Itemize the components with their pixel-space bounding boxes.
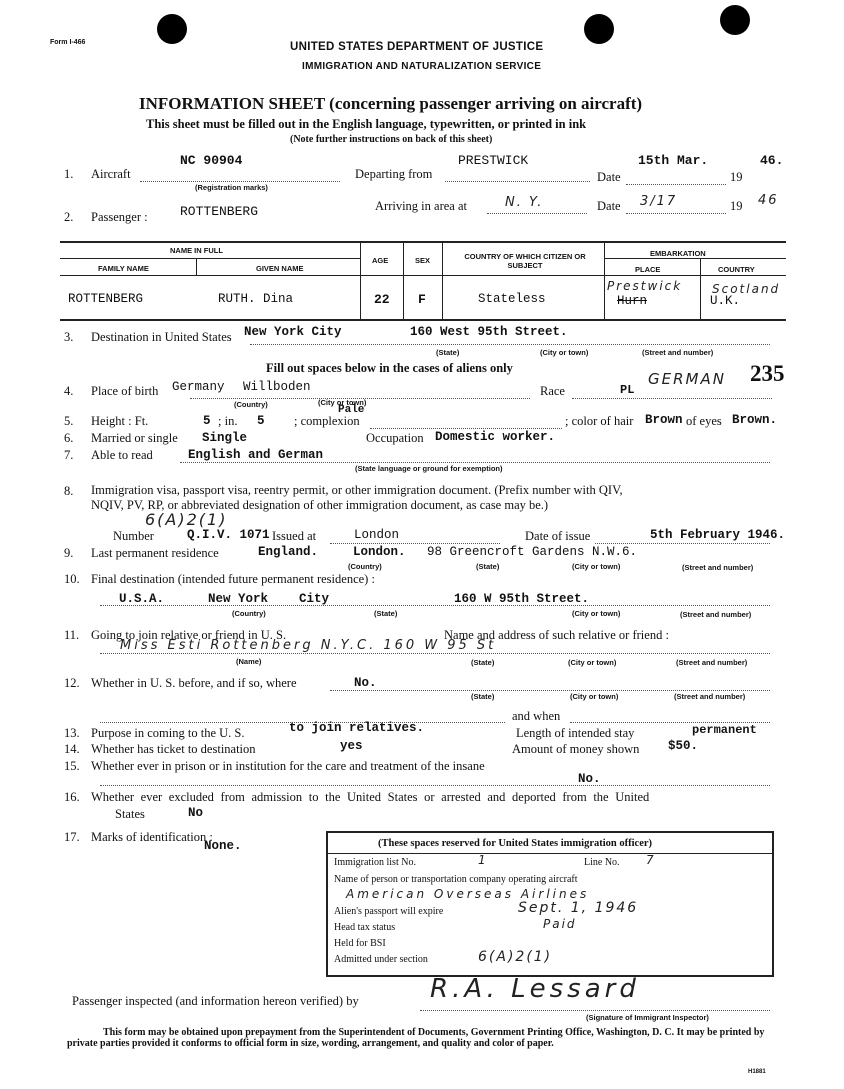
passenger-value: ROTTENBERG	[180, 204, 259, 219]
arriving-label: Arriving in area at	[375, 199, 467, 213]
dest-sub-street: (Street and number)	[642, 348, 714, 357]
when-label: and when	[512, 709, 561, 723]
height-label: Height : Ft.	[91, 414, 149, 428]
visa-number-label: Number	[113, 529, 154, 543]
num-9: 9.	[64, 546, 74, 560]
complexion-label: ; complexion	[294, 414, 360, 428]
occupation-value: Domestic worker.	[435, 430, 556, 444]
read-value: English and German	[188, 448, 324, 462]
race-hand: GERMAN	[648, 370, 726, 388]
join-hand: Miss Esti Rottenberg N.Y.C. 160 W 95 St	[120, 638, 497, 653]
join-sub-name: (Name)	[236, 657, 262, 666]
visa-text-2: NQIV, PV, RP, or abbreviated designation of other immigration document, as case may be.)	[91, 498, 549, 512]
year2-value: 46	[758, 193, 779, 208]
row-age: 22	[374, 292, 390, 307]
num-16: 16.	[64, 790, 80, 804]
row-citizen: Stateless	[478, 292, 546, 306]
punch-hole-1	[157, 14, 187, 44]
final-sub-state: (State)	[374, 609, 398, 618]
num-5: 5.	[64, 414, 74, 428]
excluded-label: Whether ever excluded from admission to the United States or arrested and deported from the United	[91, 790, 650, 804]
visa-issued-label: Issued at	[272, 529, 317, 543]
num-8: 8.	[64, 484, 74, 498]
year2-prefix: 19	[730, 199, 743, 213]
signature: R.A. Lessard	[430, 974, 640, 1004]
th-country: COUNTRY	[718, 265, 755, 274]
money-value: $50.	[668, 739, 699, 753]
residence-street: 98 Greencroft Gardens N.W.6.	[427, 545, 638, 559]
before-sub-street: (Street and number)	[674, 692, 746, 701]
read-sub: (State language or ground for exemption)	[355, 464, 503, 473]
occupation-label: Occupation	[366, 431, 424, 445]
officer-headtax-label: Head tax status	[334, 922, 396, 933]
residence-city: London.	[353, 545, 406, 559]
birth-city: Willboden	[243, 380, 311, 394]
ticket-value: yes	[340, 739, 363, 753]
complexion-value: Pale	[338, 404, 365, 416]
officer-list-value: 1	[478, 853, 488, 867]
th-embarkation: EMBARKATION	[650, 249, 706, 258]
money-label: Amount of money shown	[512, 742, 640, 756]
row-place-hand: Prestwick	[607, 279, 683, 293]
footer-code: H1881	[748, 1069, 766, 1075]
final-sub-country: (Country)	[232, 609, 266, 618]
destination-label: Destination in United States	[91, 330, 232, 344]
residence-sub-country: (Country)	[348, 562, 382, 571]
service-title: IMMIGRATION AND NATURALIZATION SERVICE	[302, 61, 542, 72]
residence-sub-street: (Street and number)	[682, 563, 754, 572]
num-3: 3.	[64, 330, 74, 344]
visa-number: Q.I.V. 1071	[187, 528, 270, 542]
th-citizen: COUNTRY OF WHICH CITIZEN OR SUBJECT	[464, 252, 586, 270]
marks-label: Marks of identification :	[91, 830, 213, 844]
row-country-typed: U.K.	[710, 294, 741, 308]
marks-value: None.	[204, 839, 242, 853]
officer-box	[326, 831, 774, 977]
hair-value: Brown	[645, 413, 683, 427]
officer-list-label: Immigration list No.	[334, 857, 416, 868]
year1-prefix: 19	[730, 170, 743, 184]
th-given-name: GIVEN NAME	[256, 264, 304, 273]
visa-text-1: Immigration visa, passport visa, reentry permit, or other immigration document. (Prefix number with QIV,	[91, 483, 623, 497]
officer-bsi-label: Held for BSI	[334, 938, 386, 949]
final-dest-city: City	[299, 592, 330, 606]
aliens-heading: Fill out spaces below in the cases of aliens only	[266, 361, 513, 375]
th-age: AGE	[372, 256, 389, 265]
excluded-value: No	[188, 806, 204, 820]
join-sub-street: (Street and number)	[676, 658, 748, 667]
officer-line-label: Line No.	[584, 857, 620, 868]
residence-label: Last permanent residence	[91, 546, 219, 560]
officer-passport-value: Sept. 1, 1946	[518, 900, 639, 916]
row-given: RUTH. Dina	[218, 292, 294, 306]
row-family: ROTTENBERG	[68, 292, 144, 306]
num-4: 4.	[64, 384, 74, 398]
officer-box-title: (These spaces reserved for United States immigration officer)	[378, 838, 653, 849]
th-sex: SEX	[415, 256, 431, 265]
stamp-number: 235	[750, 361, 785, 386]
th-family-name: FAMILY NAME	[98, 264, 149, 273]
form-number: Form I-466	[50, 39, 86, 46]
final-dest-street: 160 W 95th Street.	[454, 592, 590, 606]
num-12: 12.	[64, 676, 80, 690]
footer-text: This form may be obtained upon prepayment from the Superintendent of Documents, Government Printing Office, Washington, D. C. It may be printed by private parties provided it conforms to official form in size, wording, arrangement, and quality and color of paper.	[67, 1027, 765, 1049]
num-10: 10.	[64, 572, 80, 586]
officer-admitted-value: 6(A)2(1)	[478, 949, 553, 965]
join-sub-city: (City or town)	[568, 658, 617, 667]
purpose-label: Purpose in coming to the U. S.	[91, 726, 245, 740]
row-place-typed: Hurn	[617, 294, 648, 308]
officer-admitted-label: Admitted under section	[334, 954, 428, 965]
num-7: 7.	[64, 448, 74, 462]
officer-line-value: 7	[646, 853, 656, 867]
stay-label: Length of intended stay	[516, 726, 635, 740]
ticket-label: Whether has ticket to destination	[91, 742, 256, 756]
final-dest-label: Final destination (intended future permanent residence) :	[91, 572, 375, 586]
read-label: Able to read	[91, 448, 153, 462]
departing-label: Departing from	[355, 167, 433, 181]
eyes-label: of eyes	[686, 414, 722, 428]
join-label-2: Name and address of such relative or friend :	[444, 628, 669, 642]
race-typed: PL	[620, 383, 635, 397]
row-country-hand: Scotland	[712, 282, 781, 296]
dest-sub-city: (City or town)	[540, 348, 589, 357]
num-2: 2.	[64, 210, 74, 224]
before-label: Whether in U. S. before, and if so, where	[91, 676, 297, 690]
visa-hand: 6(A)2(1)	[145, 510, 228, 529]
excluded-label-2: States	[115, 807, 145, 821]
before-sub-state: (State)	[471, 692, 495, 701]
date1-label: Date	[597, 170, 621, 184]
arriving-value: N. Y.	[505, 195, 544, 210]
race-label: Race	[540, 384, 565, 398]
visa-date: 5th February 1946.	[650, 528, 786, 542]
height-ft: 5	[203, 414, 211, 428]
num-1: 1.	[64, 167, 74, 181]
row-sex: F	[418, 292, 426, 307]
residence-sub-city: (City or town)	[572, 562, 621, 571]
eyes-value: Brown.	[732, 413, 778, 427]
date2-label: Date	[597, 199, 621, 213]
purpose-value: to join relatives.	[289, 721, 425, 735]
visa-issued: London	[354, 528, 400, 542]
marital-label: Married or single	[91, 431, 178, 445]
sheet-subtitle: This sheet must be filled out in the English language, typewritten, or printed in ink	[146, 117, 587, 131]
punch-hole-3	[720, 5, 750, 35]
prison-value: No.	[578, 772, 601, 786]
final-sub-street: (Street and number)	[680, 610, 752, 619]
num-14: 14.	[64, 742, 80, 756]
join-label: Going to join relative or friend in U. S.	[91, 628, 287, 642]
birth-sub-country: (Country)	[234, 400, 268, 409]
dest-sub-state: (State)	[436, 348, 460, 357]
departing-value: PRESTWICK	[458, 153, 529, 168]
sheet-note: (Note further instructions on back of this sheet)	[290, 134, 493, 145]
birth-label: Place of birth	[91, 384, 159, 398]
punch-hole-2	[584, 14, 614, 44]
prison-label: Whether ever in prison or in institution for the care and treatment of the insane	[91, 759, 485, 773]
visa-date-label: Date of issue	[525, 529, 591, 543]
residence-sub-state: (State)	[476, 562, 500, 571]
aircraft-sub: (Registration marks)	[195, 183, 268, 192]
final-dest-country: U.S.A.	[119, 592, 165, 606]
officer-company-value: American Overseas Airlines	[346, 887, 590, 901]
num-11: 11.	[64, 628, 80, 642]
officer-headtax-value: Paid	[543, 917, 577, 931]
final-sub-city: (City or town)	[572, 609, 621, 618]
aircraft-label: Aircraft	[91, 167, 131, 181]
before-sub-city: (City or town)	[570, 692, 619, 701]
dept-title: UNITED STATES DEPARTMENT OF JUSTICE	[290, 41, 544, 53]
marital-value: Single	[202, 431, 248, 445]
officer-passport-label: Alien's passport will expire	[334, 906, 444, 917]
residence-country: England.	[258, 545, 319, 559]
num-13: 13.	[64, 726, 80, 740]
date1-value: 15th Mar.	[638, 153, 709, 168]
height-in-label: ; in.	[218, 414, 238, 428]
num-17: 17.	[64, 830, 80, 844]
birth-country: Germany	[172, 380, 225, 394]
num-15: 15.	[64, 759, 80, 773]
birth-sub-city: (City or town)	[318, 398, 367, 407]
signature-sub: (Signature of Immigrant Inspector)	[586, 1013, 709, 1022]
height-in: 5	[257, 414, 265, 428]
inspected-label: Passenger inspected (and information hereon verified) by	[72, 994, 359, 1008]
th-place: PLACE	[635, 265, 661, 274]
date2-value: 3/17	[640, 194, 678, 209]
passenger-label: Passenger :	[91, 210, 148, 224]
before-value: No.	[354, 676, 377, 690]
hair-label: ; color of hair	[565, 414, 634, 428]
num-6: 6.	[64, 431, 74, 445]
th-name-in-full: NAME IN FULL	[170, 246, 223, 255]
aircraft-value: NC 90904	[180, 153, 243, 168]
destination-city: New York City	[244, 325, 342, 339]
officer-company-label: Name of person or transportation company operating aircraft	[334, 874, 578, 885]
join-sub-state: (State)	[471, 658, 495, 667]
stay-value: permanent	[692, 723, 757, 737]
final-dest-state: New York	[208, 592, 269, 606]
sheet-title: INFORMATION SHEET (concerning passenger arriving on aircraft)	[139, 94, 643, 113]
destination-street: 160 West 95th Street.	[410, 325, 568, 339]
year1-value: 46.	[760, 153, 784, 168]
